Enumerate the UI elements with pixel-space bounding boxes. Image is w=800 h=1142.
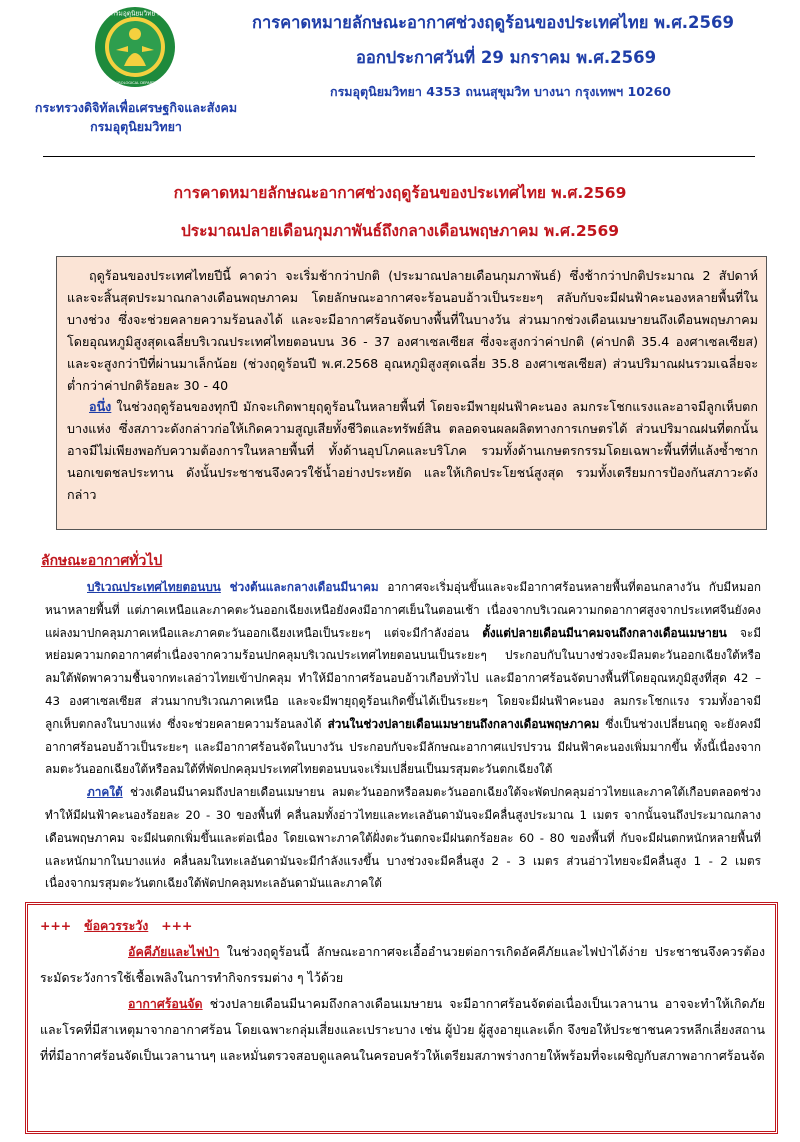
south-text: ช่วงเดือนมีนาคมถึงปลายเดือนเมษายน ลมตะวันออกหรือลมตะวันออกเฉียงใต้จะพัดปกคลุมอ่าวไทยและภาคใต้เกือบตลอดช่วง ทำให้มีฝนฟ้าคะนองร้อยละ 20 - 30 ของพื้นที่ คลื่นลมทั้งอ่าวไทยและทะเลอันดามันจะมีคลื่นสูงประมาณ 1 เมตร จากนั้นจนถึงประมาณกลางเดือนพฤษภาคม จะมีฝนตกเพิ่มขึ้นและต่อเนื่อง โดยเฉพาะภาคใต้ฝั่งตะวันตกจะมีฝนตกร้อยละ 60 - 80 ของพื้นที่ กับจะมีฝนตกหนักหลายพื้นที่และหนักมากในบางแห่ง คลื่นลมในทะเลอันดามันจะมีกำลังแรงขึ้น บางช่วงจะมีคลื่นสูง 2 - 3 เมตร ส่วนอ่าวไทยจะมีคลื่นสูง 1 - 2 เมตร เนื่องจากมรสุมตะวันตกเฉียงใต้พัดปกคลุมทะเลอันดามันและภาคใต้ xyxy=(45,785,761,891)
caution-title xyxy=(40,913,765,939)
ministry-name: กระทรวงดิจิทัลเพื่อเศรษฐกิจและสังคม xyxy=(34,100,238,115)
department-name: กรมอุตุนิยมวิทยา xyxy=(90,119,182,134)
heat-paragraph xyxy=(40,991,765,1069)
period-late-march: ตั้งแต่ปลายเดือนมีนาคมจนถึงกลางเดือนเมษายน xyxy=(482,625,727,640)
fire-text: ในช่วงฤดูร้อนนี้ ลักษณะอากาศจะเอื้ออำนวยต่อการเกิดอัคคีภัยและไฟป่าได้ง่าย ประชาชนจึงควรต้องระมัดระวังการใช้เชื้อเพลิงในการทำกิจกรรมต่าง ๆ ไว้ด้วย xyxy=(40,944,765,985)
department-address: กรมอุตุนิยมวิทยา 4353 ถนนสุขุมวิท บางนา กรุงเทพฯ 10260 xyxy=(330,84,672,99)
period-early-march: ช่วงต้นและกลางเดือนมีนาคม xyxy=(229,580,379,594)
issue-date: ออกประกาศวันที่ 29 มกราคม พ.ศ.2569 xyxy=(356,48,657,67)
fire-label: อัคคีภัยและไฟป่า xyxy=(128,944,220,959)
upper-thailand-label: บริเวณประเทศไทยตอนบน xyxy=(87,580,221,594)
caution-title-text: ข้อควรระวัง xyxy=(84,918,149,933)
summary-paragraph xyxy=(67,265,758,396)
forecast-period: ประมาณปลายเดือนกุมภาพันธ์ถึงกลางเดือนพฤษภาคม พ.ศ.2569 xyxy=(180,222,620,240)
upper-text-3: ซึ่งเป็นช่วงเปลี่ยนฤดู จะยังคงมีอากาศร้อนอบอ้าวเป็นระยะๆ และมีอากาศร้อนจัดในบางวัน ประกอบกับจะมีลักษณะอากาศแปรปรวน มีฝนฟ้าคะนองเพิ่มมากขึ้น ทั้งนี้เนื่องจากลมตะวันออกเฉียงใต้หรือลมใต้ที่พัดปกคลุมประเทศไทยตอนบนจะเริ่มเปลี่ยนเป็นมรสุมตะวันตกเฉียงใต้ xyxy=(45,716,761,777)
fire-paragraph xyxy=(40,939,765,991)
logo-ring-text: กรมอุตุนิยมวิทยา xyxy=(111,9,159,18)
south-paragraph xyxy=(45,781,761,895)
caution-marker-left: +++ xyxy=(40,918,72,933)
document-title: การคาดหมายลักษณะอากาศช่วงฤดูร้อนของประเทศไทย พ.ศ.2569 xyxy=(252,13,734,32)
forecast-heading: การคาดหมายลักษณะอากาศช่วงฤดูร้อนของประเทศไทย พ.ศ.2569 xyxy=(173,184,627,202)
caution-marker-right: +++ xyxy=(161,918,193,933)
south-label: ภาคใต้ xyxy=(87,785,123,800)
note-text: ในช่วงฤดูร้อนของทุกปี มักจะเกิดพายุฤดูร้อนในหลายพื้นที่ โดยจะมีพายุฝนฟ้าคะนอง ลมกระโชกแรงและอาจมีลูกเห็บตกบางแห่ง ซึ่งสภาวะดังกล่าวก่อให้เกิดความสูญเสียทั้งชีวิตและทรัพย์สิน ตลอดจนผลผลิตทางการเกษตรได้ ส่วนปริมาณฝนที่ตกนั้น อาจมีไม่เพียงพอกับความต้องการในหลายพื้นที่ ทั้งด้านอุปโภคและบริโภค รวมทั้งด้านเกษตรกรรมโดยเฉพาะพื้นที่ที่แล้งซ้ำซากนอกเขตชลประทาน ดังนั้นประชาชนจึงควรใช้น้ำอย่างประหยัด และให้เกิดประโยชน์สูงสุด รวมทั้งเตรียมการป้องกันสภาวะดังกล่าว xyxy=(67,399,758,503)
heat-label: อากาศร้อนจัด xyxy=(128,996,203,1011)
logo-bottom-text: METEOROLOGICAL DEPARTMENT xyxy=(105,81,165,85)
general-weather-body xyxy=(45,576,761,895)
header-divider xyxy=(43,156,755,157)
general-weather-title: ลักษณะอากาศทั่วไป xyxy=(41,553,163,569)
heat-text: ช่วงปลายเดือนมีนาคมถึงกลางเดือนเมษายน จะมีอากาศร้อนจัดต่อเนื่องเป็นเวลานาน อาจจะทำให้เกิดภัยและโรคที่มีสาเหตุมาจากอากาศร้อน โดยเฉพาะกลุ่มเสี่ยงและเปราะบาง เช่น ผู้ป่วย ผู้สูงอายุและเด็ก จึงขอให้ประชาชนควรหลีกเลี่ยงสถานที่ที่มีอากาศร้อนจัดเป็นเวลานานๆ และหมั่นตรวจสอบดูแลคนในครอบครัวให้เตรียมสภาพร่างกายให้พร้อมที่จะเผชิญกับสภาพอากาศร้อนจัด xyxy=(40,996,765,1063)
upper-text-1: อากาศจะเริ่มอุ่นขึ้นและจะมีอากาศร้อนหลายพื้นที่ตอนกลางวัน กับมีหมอกหนาหลายพื้นที่ แต่ภาคเหนือและภาคตะวันออกเฉียงเหนือยังคงมีอากาศเย็นในตอนเช้า เนื่องจากบริเวณความกดอากาศสูงจากประเทศจีนยังคงแผ่ลงมาปกคลุมภาคเหนือและภาคตะวันออกเฉียงเหนือเป็นระยะๆ แต่จะมีกำลังอ่อน xyxy=(45,580,761,640)
tmd-logo xyxy=(94,6,176,88)
summary-note-paragraph xyxy=(67,396,758,506)
caution-box xyxy=(25,902,778,1134)
summary-box xyxy=(56,256,767,530)
upper-thailand-paragraph xyxy=(45,576,761,781)
period-late-april: ส่วนในช่วงปลายเดือนเมษายนถึงกลางเดือนพฤษภาคม xyxy=(327,716,600,731)
note-lead: อนึ่ง xyxy=(89,399,112,415)
summary-text: ฤดูร้อนของประเทศไทยปีนี้ คาดว่า จะเริ่มช้ากว่าปกติ (ประมาณปลายเดือนกุมภาพันธ์) ซึ่งช้ากว่าปกติประมาณ 2 สัปดาห์ และจะสิ้นสุดประมาณกลางเดือนพฤษภาคม โดยลักษณะอากาศจะร้อนอบอ้าวเป็นระยะๆ สลับกับจะมีฝนฟ้าคะนองหลายพื้นที่ในบางช่วง ซึ่งจะช่วยคลายความร้อนลงได้ และจะมีอากาศร้อนจัดบางพื้นที่ในบางวัน ส่วนมากช่วงเดือนเมษายนถึงเดือนพฤษภาคม โดยอุณหภูมิสูงสุดเฉลี่ยบริเวณประเทศไทยตอนบน 36 - 37 องศาเซลเซียส ซึ่งจะสูงกว่าค่าปกติ (ค่าปกติ 35.4 องศาเซลเซียส) และจะสูงกว่าปีที่ผ่านมาเล็กน้อย (ช่วงฤดูร้อนปี พ.ศ.2568 อุณหภูมิสูงสุดเฉลี่ย 35.8 องศาเซลเซียส) ส่วนปริมาณฝนรวมเฉลี่ยจะต่ำกว่าค่าปกติร้อยละ 30 - 40 xyxy=(67,268,758,393)
upper-text-2: จะมีหย่อมความกดอากาศต่ำเนื่องจากความร้อนปกคลุมบริเวณประเทศไทยตอนบนเป็นระยะๆ ประกอบกับในบางช่วงจะมีลมตะวันออกเฉียงใต้หรือลมใต้พัดพาความชื้นจากทะเลอ่าวไทยเข้าปกคลุม ทำให้มีอากาศร้อนอบอ้าวเกือบทั่วไป และมีอากาศร้อนจัดบางพื้นที่โดยอุณหภูมิสูงที่สุด 42 – 43 องศาเซลเซียส ส่วนมากบริเวณภาคเหนือ และจะมีพายุฤดูร้อนเกิดขึ้นได้เป็นระยะๆ โดยจะมีฝนฟ้าคะนอง ลมกระโชกแรง รวมทั้งอาจมีลูกเห็บตกลงในบางแห่ง ซึ่งจะช่วยคลายความร้อนลงได้ xyxy=(45,625,761,731)
